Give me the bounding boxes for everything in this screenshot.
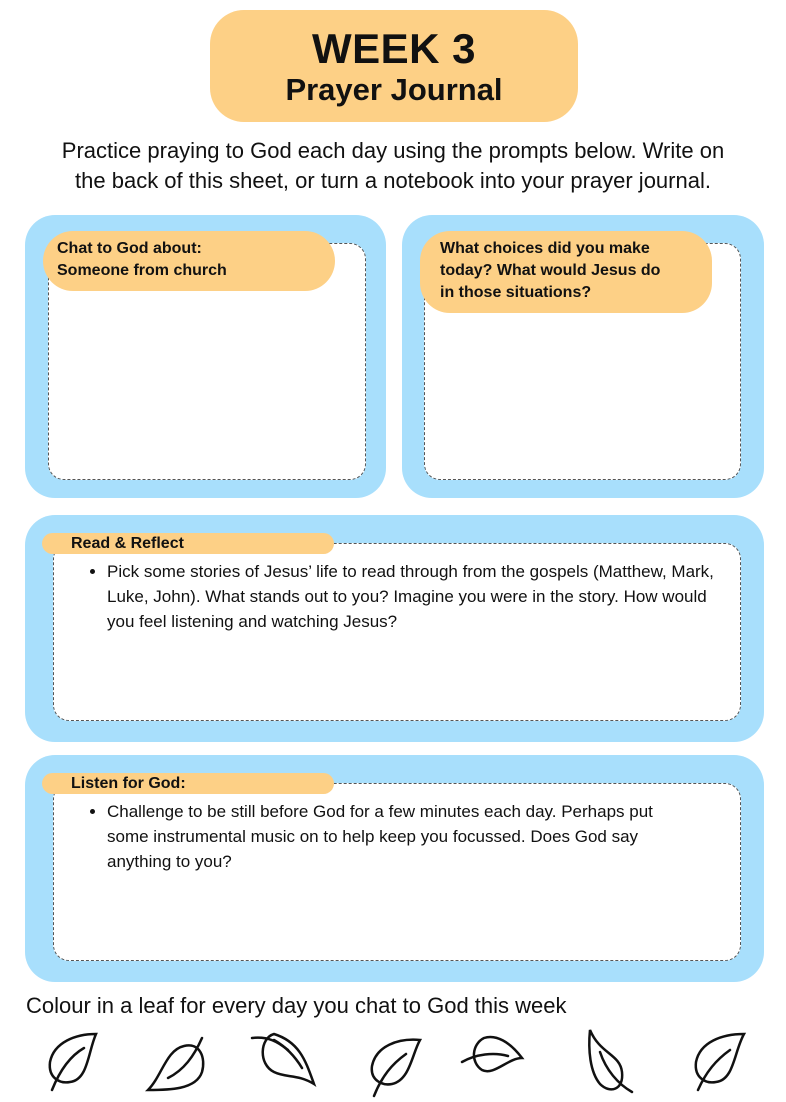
prompt-label xyxy=(420,231,712,313)
bullet-text: • Challenge to be still before God for a few minutes each day. Perhaps put some instrumental music on to help keep you focussed. Does God say anything to you? xyxy=(107,799,699,874)
prompt-card-chat xyxy=(25,215,386,498)
section-title: Read & Reflect xyxy=(71,535,184,552)
leaf-icon[interactable] xyxy=(570,1028,650,1100)
prompt-line: Someone from church xyxy=(57,262,227,279)
listen-card xyxy=(25,755,764,982)
leaf-icon[interactable] xyxy=(456,1028,536,1100)
leaf-icon[interactable] xyxy=(248,1028,328,1100)
intro-text xyxy=(0,136,786,196)
leaf-icon[interactable] xyxy=(36,1028,116,1100)
section-bullet xyxy=(79,559,719,634)
week-title: WEEK 3 xyxy=(311,25,477,72)
prompt-line: today? What would Jesus do xyxy=(440,262,661,279)
section-label xyxy=(42,773,334,794)
prompt-card-choices xyxy=(402,215,764,498)
leaf-icon[interactable] xyxy=(358,1028,438,1100)
leaf-tracker xyxy=(0,1028,786,1100)
section-bullet xyxy=(79,799,699,874)
read-reflect-card xyxy=(25,515,764,742)
prompt-label xyxy=(43,231,335,291)
prompt-line: in those situations? xyxy=(440,284,592,301)
journal-subtitle: Prayer Journal xyxy=(285,72,503,107)
section-title: Listen for God: xyxy=(71,775,186,792)
intro-line-2: the back of this sheet, or turn a notebook into your prayer journal. xyxy=(75,168,711,193)
prompt-line: What choices did you make xyxy=(440,240,650,257)
prompt-line: Chat to God about: xyxy=(57,240,202,257)
intro-line-1: Practice praying to God each day using the prompts below. Write on xyxy=(61,138,725,163)
leaf-tracker-caption: Colour in a leaf for every day you chat to God this week xyxy=(26,993,567,1018)
leaf-icon[interactable] xyxy=(678,1028,758,1100)
section-label xyxy=(42,533,334,554)
bullet-text: • Pick some stories of Jesus’ life to read through from the gospels (Matthew, Mark, Luke, John). What stands out to you? Imagine you were in the story. How would you feel listening and watching Jesus? xyxy=(107,559,719,634)
leaf-icon[interactable] xyxy=(140,1028,220,1100)
title-banner xyxy=(210,10,578,122)
